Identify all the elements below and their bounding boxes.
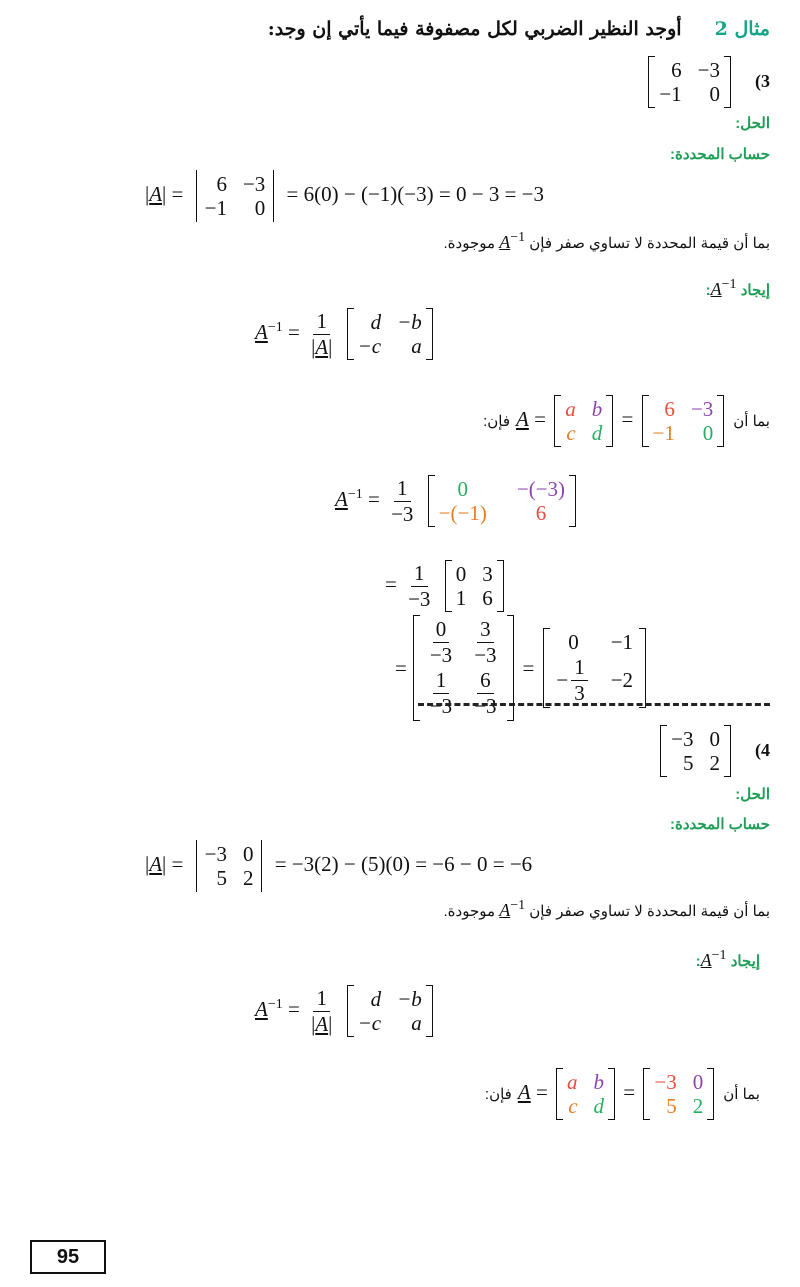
problem4-find-title: إيجاد $A^{-1}$:	[695, 948, 760, 970]
example-label: مثال	[734, 18, 770, 40]
problem3-exists-text: بما أن قيمة المحددة لا تساوي صفر فإن $A^{-1}$ موجودة.	[443, 230, 770, 252]
problem3-matrix-row	[645, 56, 770, 108]
problem3-inverse-substituted: $A^{-1}$ = $\frac{1}{-3}$ 0 −(−3) −(−1) 6	[335, 475, 579, 527]
problem4-number: (4	[755, 739, 770, 760]
problem3-since-line: بما أن A = a b c d = 6 −3 −1 0 فإن:	[483, 395, 770, 447]
problem3-det-equation: |A| = 6 −3 −1 0 = 6(0) − (−1)(−3) = 0 − 3 = −3	[145, 170, 544, 222]
problem4-inverse-formula: $A^{-1}$ = $\frac{1}{|A|}$ d −b −c a	[255, 985, 436, 1037]
problem4-exists-text: بما أن قيمة المحددة لا تساوي صفر فإن $A^{-1}$ موجودة.	[443, 898, 770, 920]
problem3-find-title: إيجاد $A^{-1}$:	[705, 277, 770, 299]
problem3-solution-label: الحل:	[735, 115, 770, 132]
problem4-det-matrix: −3 0 5 2	[192, 840, 267, 892]
problem3-inverse-formula: $A^{-1}$ = $\frac{1}{|A|}$ d −b −c a	[255, 308, 436, 360]
problem3-step3: = $\frac{0}{-3}$ $\frac{3}{-3}$ $\frac{1}{-3}$ $\frac{6}{-3}$ = 0 −1 − $\frac{1}{3}$ −2	[395, 615, 649, 721]
example-instruction: أوجد النظير الضربي لكل مصفوفة فيما يأتي إن وجد:	[267, 18, 682, 40]
problem4-det-equation: |A| = −3 0 5 2 = −3(2) − (5)(0) = −6 − 0 = −6	[145, 840, 532, 892]
problem3-step2: = $\frac{1}{-3}$ 0 3 1 6	[385, 560, 507, 612]
example-heading	[268, 18, 770, 40]
problem3-matrix: 6 −3 −1 0	[648, 56, 731, 108]
problem3-result-matrix: 0 −1 − $\frac{1}{3}$ −2	[543, 628, 646, 708]
problem3-number: (3	[755, 70, 770, 91]
problem4-det-title: حساب المحددة:	[669, 816, 770, 833]
problem3-det-title: حساب المحددة:	[669, 146, 770, 163]
section-divider	[418, 703, 770, 706]
problem4-matrix-row	[657, 725, 770, 777]
problem4-since-line: بما أن A = a b c d = −3 0 5 2 فإن:	[485, 1068, 760, 1120]
problem4-solution-label: الحل:	[735, 786, 770, 803]
page-number: 95	[30, 1240, 106, 1274]
problem3-det-matrix: 6 −3 −1 0	[192, 170, 279, 222]
problem4-matrix: −3 0 5 2	[660, 725, 731, 777]
example-number: 2	[714, 18, 728, 40]
